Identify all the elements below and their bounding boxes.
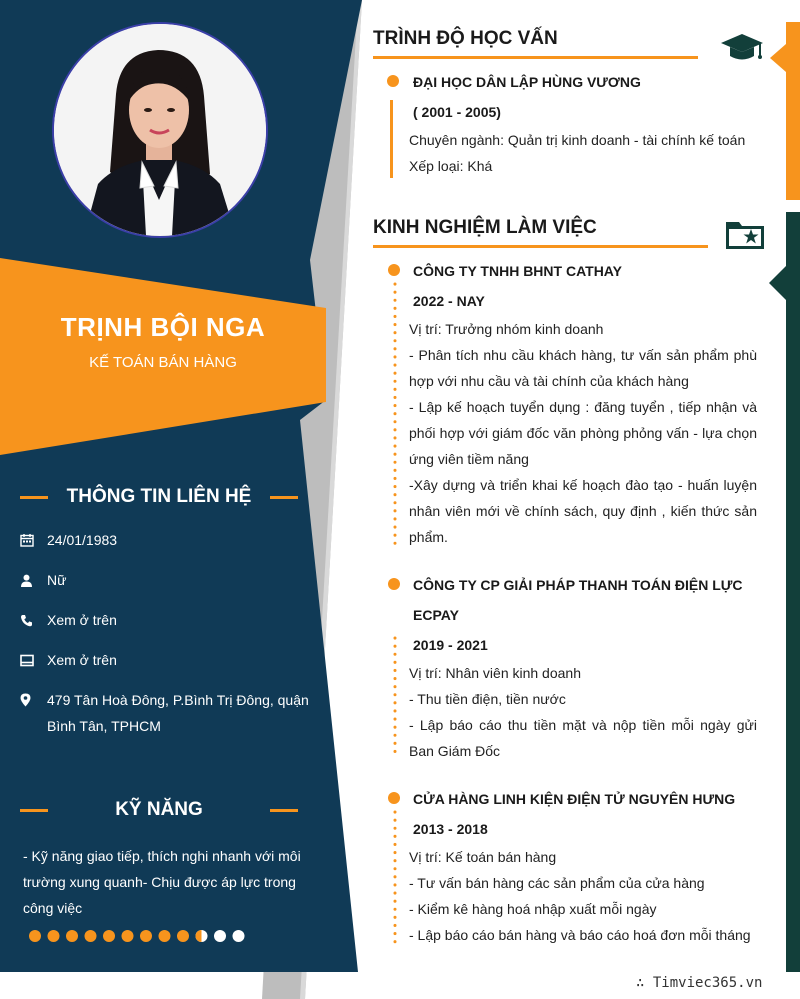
education-major: Chuyên ngành: Quản trị kinh doanh - tài chính kế toán (409, 132, 746, 148)
phone-icon (20, 607, 47, 633)
job-timeline-dots (393, 636, 397, 760)
education-grade: Xếp loại: Khá (409, 158, 493, 174)
skills-line: trường xung quanh- Chịu được áp lực trong (23, 874, 296, 890)
contact-birthday (20, 527, 310, 553)
skills-line: công việc (23, 900, 83, 916)
skill-dot (159, 930, 171, 942)
job-period: 2022 - NAY (413, 293, 485, 309)
user-icon (20, 567, 47, 593)
candidate-name: TRỊNH BỘI NGA (60, 312, 266, 342)
skill-dot (122, 930, 134, 942)
job-position: Vị trí: Kế toán bán hàng (409, 849, 557, 865)
education-underline (373, 56, 698, 59)
heading-dash-left (20, 809, 48, 812)
email-value: Xem ở trên (47, 652, 117, 668)
job-company: CÔNG TY CP GIẢI PHÁP THANH TOÁN ĐIỆN LỰC (413, 577, 743, 593)
email-icon (20, 647, 47, 673)
calendar-icon (20, 527, 47, 553)
watermark: ∴ Timviec365.vn (636, 975, 763, 991)
job-bullet (388, 578, 400, 590)
gender-value: Nữ (47, 572, 67, 588)
skills-heading (20, 795, 298, 825)
job-company: CÔNG TY TNHH BHNT CATHAY (413, 263, 622, 279)
school-name: ĐẠI HỌC DÂN LẬP HÙNG VƯƠNG (413, 74, 641, 90)
skills-heading-text: KỸ NĂNG (115, 799, 203, 820)
contact-gender (20, 567, 310, 593)
contact-heading (20, 482, 298, 512)
skill-dot (196, 930, 208, 942)
job-duty: - Thu tiền điện, tiền nước (409, 691, 566, 707)
job-duty: - Phân tích nhu cầu khách hàng, tư vấn sản phẩm phù hợp với nhu cầu và tài chính của khách hàng (409, 347, 757, 389)
education-bar (390, 100, 393, 178)
candidate-job-title: KẾ TOÁN BÁN HÀNG (89, 354, 237, 371)
skill-dot (214, 930, 226, 942)
education-period: ( 2001 - 2005) (413, 104, 501, 120)
job-period: 2019 - 2021 (413, 637, 488, 653)
address-line-1: 479 Tân Hoà Đông, P.Bình Trị Đông, quận (47, 692, 309, 708)
folder-star-icon (725, 218, 765, 250)
skills-description (23, 843, 305, 921)
contact-heading-text: THÔNG TIN LIÊN HỆ (66, 486, 252, 507)
job-company: CỬA HÀNG LINH KIỆN ĐIỆN TỬ NGUYÊN HƯNG (413, 791, 736, 807)
skill-dot (140, 930, 152, 942)
education-heading: TRÌNH ĐỘ HỌC VẤN (373, 28, 558, 49)
skill-dot (103, 930, 115, 942)
skills-line: - Kỹ năng giao tiếp, thích nghi nhanh với môi (23, 848, 301, 864)
job-duty: - Kiểm kê hàng hoá nhập xuất mỗi ngày (409, 901, 657, 917)
contact-email (20, 647, 310, 673)
job-timeline-dots (393, 810, 397, 950)
phone-value: Xem ở trên (47, 612, 117, 628)
job-duty: - Lập báo cáo bán hàng và báo cáo hoá đơn mỗi tháng (409, 927, 751, 943)
job-company-cont: ECPAY (413, 607, 459, 623)
job-position: Vị trí: Trưởng nhóm kinh doanh (409, 321, 604, 337)
heading-dash-right (270, 809, 298, 812)
job-duty: - Lập báo cáo thu tiền mặt và nộp tiền mỗi ngày gửi Ban Giám Đốc (409, 717, 757, 759)
education-bullet (387, 75, 399, 87)
skill-dot (29, 930, 41, 942)
job-duty: - Tư vấn bán hàng các sản phẩm của cửa hàng (409, 875, 705, 891)
skill-rating (29, 929, 279, 943)
skill-dot (233, 930, 245, 942)
heading-dash-left (20, 496, 48, 499)
experience-heading: KINH NGHIỆM LÀM VIỆC (373, 217, 597, 238)
contact-phone (20, 607, 310, 633)
avatar (52, 22, 268, 238)
skill-dot (66, 930, 78, 942)
birthday-value: 24/01/1983 (47, 532, 118, 548)
watermark-text: Timviec365.vn (652, 975, 763, 991)
job-bullet (388, 792, 400, 804)
job-period: 2013 - 2018 (413, 821, 488, 837)
heading-dash-right (270, 496, 298, 499)
job-bullet (388, 264, 400, 276)
skill-dot (177, 930, 189, 942)
job-duty: -Xây dựng và triển khai kế hoạch đào tạo - huấn luyện nhân viên mới về chính sách, quy định , kiến thức sản phẩm. (409, 477, 757, 545)
skill-dot (85, 930, 97, 942)
graduation-cap-icon (719, 32, 765, 64)
job-position: Vị trí: Nhân viên kinh doanh (409, 665, 581, 681)
address-line-2: Bình Tân, TPHCM (47, 718, 161, 734)
job-duty: - Lập kế hoạch tuyển dụng : đăng tuyển , tiếp nhận và phối hợp với giám đốc văn phòng phỏng vấn - lựa chọn ứng viên tiềm năng (409, 399, 757, 467)
contact-address (20, 687, 310, 739)
map-pin-icon (20, 687, 47, 713)
job-timeline-dots (393, 282, 397, 552)
skill-dot (48, 930, 60, 942)
experience-underline (373, 245, 708, 248)
